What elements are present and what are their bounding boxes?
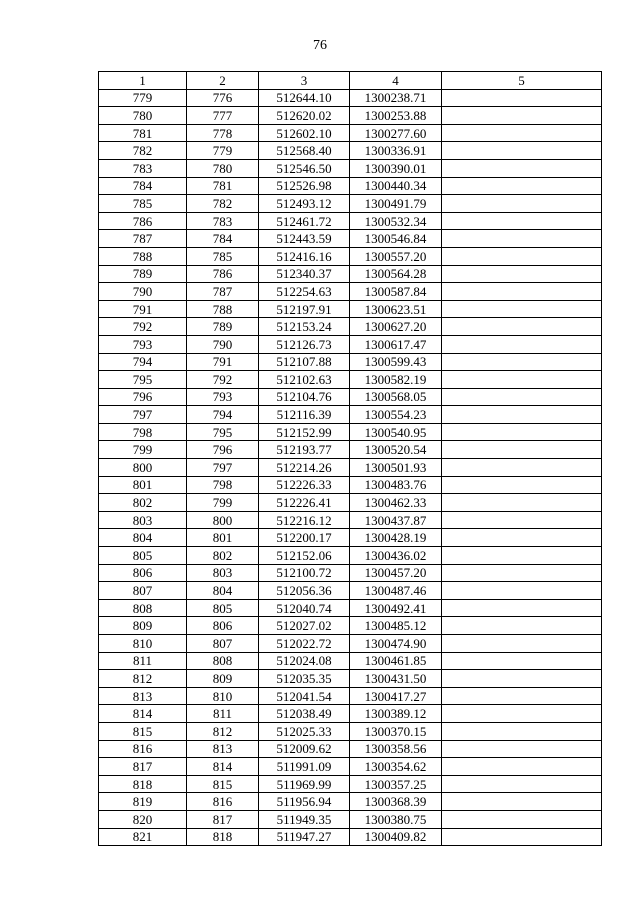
coordinates-table (98, 71, 602, 846)
ref-number-cell: 804 (187, 582, 259, 600)
x-coordinate-cell: 512226.41 (259, 494, 350, 512)
table-row (99, 335, 602, 353)
table-row (99, 476, 602, 494)
note-cell (442, 441, 602, 459)
note-cell (442, 423, 602, 441)
x-coordinate-cell: 512568.40 (259, 142, 350, 160)
ref-number-cell: 808 (187, 652, 259, 670)
ref-number-cell: 781 (187, 177, 259, 195)
table-row (99, 582, 602, 600)
point-number-cell: 815 (99, 722, 187, 740)
table-row (99, 318, 602, 336)
y-coordinate-cell: 1300457.20 (350, 564, 442, 582)
y-coordinate-cell: 1300540.95 (350, 423, 442, 441)
point-number-cell: 798 (99, 423, 187, 441)
x-coordinate-cell: 512197.91 (259, 300, 350, 318)
ref-number-cell: 801 (187, 529, 259, 547)
x-coordinate-cell: 512340.37 (259, 265, 350, 283)
point-number-cell: 784 (99, 177, 187, 195)
note-cell (442, 318, 602, 336)
ref-number-cell: 811 (187, 705, 259, 723)
x-coordinate-cell: 512193.77 (259, 441, 350, 459)
note-cell (442, 406, 602, 424)
note-cell (442, 353, 602, 371)
point-number-cell: 807 (99, 582, 187, 600)
note-cell (442, 599, 602, 617)
table-row (99, 283, 602, 301)
y-coordinate-cell: 1300582.19 (350, 371, 442, 389)
x-coordinate-cell: 512035.35 (259, 670, 350, 688)
table-row (99, 564, 602, 582)
y-coordinate-cell: 1300440.34 (350, 177, 442, 195)
y-coordinate-cell: 1300277.60 (350, 124, 442, 142)
y-coordinate-cell: 1300389.12 (350, 705, 442, 723)
table-row (99, 705, 602, 723)
x-coordinate-cell: 512526.98 (259, 177, 350, 195)
ref-number-cell: 797 (187, 459, 259, 477)
note-cell (442, 283, 602, 301)
y-coordinate-cell: 1300474.90 (350, 635, 442, 653)
ref-number-cell: 799 (187, 494, 259, 512)
ref-number-cell: 787 (187, 283, 259, 301)
note-cell (442, 775, 602, 793)
x-coordinate-cell: 512620.02 (259, 107, 350, 125)
point-number-cell: 819 (99, 793, 187, 811)
y-coordinate-cell: 1300358.56 (350, 740, 442, 758)
ref-number-cell: 796 (187, 441, 259, 459)
ref-number-cell: 809 (187, 670, 259, 688)
ref-number-cell: 776 (187, 89, 259, 107)
ref-number-cell: 780 (187, 159, 259, 177)
x-coordinate-cell: 512126.73 (259, 335, 350, 353)
ref-number-cell: 815 (187, 775, 259, 793)
point-number-cell: 783 (99, 159, 187, 177)
table-row (99, 406, 602, 424)
table-row (99, 159, 602, 177)
ref-number-cell: 793 (187, 388, 259, 406)
point-number-cell: 821 (99, 828, 187, 846)
table-row (99, 793, 602, 811)
table-row (99, 599, 602, 617)
table-row (99, 265, 602, 283)
point-number-cell: 788 (99, 247, 187, 265)
ref-number-cell: 789 (187, 318, 259, 336)
y-coordinate-cell: 1300370.15 (350, 722, 442, 740)
note-cell (442, 212, 602, 230)
ref-number-cell: 806 (187, 617, 259, 635)
x-coordinate-cell: 512254.63 (259, 283, 350, 301)
x-coordinate-cell: 512116.39 (259, 406, 350, 424)
table-row (99, 441, 602, 459)
point-number-cell: 814 (99, 705, 187, 723)
note-cell (442, 300, 602, 318)
ref-number-cell: 810 (187, 687, 259, 705)
ref-number-cell: 792 (187, 371, 259, 389)
header-col-4: 4 (350, 72, 442, 90)
note-cell (442, 89, 602, 107)
y-coordinate-cell: 1300557.20 (350, 247, 442, 265)
point-number-cell: 786 (99, 212, 187, 230)
y-coordinate-cell: 1300546.84 (350, 230, 442, 248)
note-cell (442, 793, 602, 811)
point-number-cell: 793 (99, 335, 187, 353)
x-coordinate-cell: 512040.74 (259, 599, 350, 617)
ref-number-cell: 818 (187, 828, 259, 846)
note-cell (442, 758, 602, 776)
table-row (99, 300, 602, 318)
table-row (99, 89, 602, 107)
ref-number-cell: 800 (187, 511, 259, 529)
note-cell (442, 810, 602, 828)
header-col-2: 2 (187, 72, 259, 90)
x-coordinate-cell: 511969.99 (259, 775, 350, 793)
x-coordinate-cell: 512152.99 (259, 423, 350, 441)
point-number-cell: 817 (99, 758, 187, 776)
table-row (99, 177, 602, 195)
note-cell (442, 670, 602, 688)
table-row (99, 687, 602, 705)
point-number-cell: 820 (99, 810, 187, 828)
x-coordinate-cell: 512602.10 (259, 124, 350, 142)
point-number-cell: 792 (99, 318, 187, 336)
x-coordinate-cell: 512443.59 (259, 230, 350, 248)
x-coordinate-cell: 511956.94 (259, 793, 350, 811)
header-col-5: 5 (442, 72, 602, 90)
point-number-cell: 794 (99, 353, 187, 371)
note-cell (442, 459, 602, 477)
note-cell (442, 564, 602, 582)
note-cell (442, 740, 602, 758)
y-coordinate-cell: 1300428.19 (350, 529, 442, 547)
y-coordinate-cell: 1300437.87 (350, 511, 442, 529)
point-number-cell: 790 (99, 283, 187, 301)
x-coordinate-cell: 511949.35 (259, 810, 350, 828)
ref-number-cell: 803 (187, 564, 259, 582)
y-coordinate-cell: 1300587.84 (350, 283, 442, 301)
point-number-cell: 808 (99, 599, 187, 617)
table-row (99, 810, 602, 828)
y-coordinate-cell: 1300564.28 (350, 265, 442, 283)
point-number-cell: 813 (99, 687, 187, 705)
y-coordinate-cell: 1300462.33 (350, 494, 442, 512)
x-coordinate-cell: 512216.12 (259, 511, 350, 529)
note-cell (442, 247, 602, 265)
x-coordinate-cell: 512027.02 (259, 617, 350, 635)
y-coordinate-cell: 1300532.34 (350, 212, 442, 230)
y-coordinate-cell: 1300336.91 (350, 142, 442, 160)
y-coordinate-cell: 1300409.82 (350, 828, 442, 846)
note-cell (442, 335, 602, 353)
point-number-cell: 796 (99, 388, 187, 406)
x-coordinate-cell: 512025.33 (259, 722, 350, 740)
x-coordinate-cell: 512214.26 (259, 459, 350, 477)
table-row (99, 635, 602, 653)
note-cell (442, 371, 602, 389)
x-coordinate-cell: 512056.36 (259, 582, 350, 600)
y-coordinate-cell: 1300485.12 (350, 617, 442, 635)
y-coordinate-cell: 1300238.71 (350, 89, 442, 107)
table-row (99, 423, 602, 441)
table-row (99, 775, 602, 793)
y-coordinate-cell: 1300623.51 (350, 300, 442, 318)
point-number-cell: 795 (99, 371, 187, 389)
x-coordinate-cell: 512416.16 (259, 247, 350, 265)
x-coordinate-cell: 512024.08 (259, 652, 350, 670)
table-row (99, 142, 602, 160)
x-coordinate-cell: 512104.76 (259, 388, 350, 406)
y-coordinate-cell: 1300492.41 (350, 599, 442, 617)
y-coordinate-cell: 1300390.01 (350, 159, 442, 177)
point-number-cell: 812 (99, 670, 187, 688)
note-cell (442, 687, 602, 705)
ref-number-cell: 812 (187, 722, 259, 740)
y-coordinate-cell: 1300487.46 (350, 582, 442, 600)
point-number-cell: 797 (99, 406, 187, 424)
note-cell (442, 476, 602, 494)
point-number-cell: 816 (99, 740, 187, 758)
ref-number-cell: 817 (187, 810, 259, 828)
ref-number-cell: 782 (187, 195, 259, 213)
point-number-cell: 802 (99, 494, 187, 512)
x-coordinate-cell: 512152.06 (259, 547, 350, 565)
note-cell (442, 107, 602, 125)
y-coordinate-cell: 1300627.20 (350, 318, 442, 336)
y-coordinate-cell: 1300501.93 (350, 459, 442, 477)
x-coordinate-cell: 511947.27 (259, 828, 350, 846)
table-row (99, 459, 602, 477)
table-row (99, 107, 602, 125)
point-number-cell: 806 (99, 564, 187, 582)
point-number-cell: 779 (99, 89, 187, 107)
ref-number-cell: 786 (187, 265, 259, 283)
header-col-1: 1 (99, 72, 187, 90)
point-number-cell: 809 (99, 617, 187, 635)
ref-number-cell: 777 (187, 107, 259, 125)
ref-number-cell: 805 (187, 599, 259, 617)
y-coordinate-cell: 1300354.62 (350, 758, 442, 776)
y-coordinate-cell: 1300253.88 (350, 107, 442, 125)
y-coordinate-cell: 1300483.76 (350, 476, 442, 494)
ref-number-cell: 816 (187, 793, 259, 811)
ref-number-cell: 788 (187, 300, 259, 318)
point-number-cell: 791 (99, 300, 187, 318)
point-number-cell: 801 (99, 476, 187, 494)
point-number-cell: 803 (99, 511, 187, 529)
note-cell (442, 195, 602, 213)
ref-number-cell: 778 (187, 124, 259, 142)
ref-number-cell: 785 (187, 247, 259, 265)
note-cell (442, 582, 602, 600)
y-coordinate-cell: 1300461.85 (350, 652, 442, 670)
table-row (99, 652, 602, 670)
note-cell (442, 547, 602, 565)
y-coordinate-cell: 1300380.75 (350, 810, 442, 828)
note-cell (442, 159, 602, 177)
table-row (99, 511, 602, 529)
x-coordinate-cell: 512107.88 (259, 353, 350, 371)
table-row (99, 247, 602, 265)
y-coordinate-cell: 1300599.43 (350, 353, 442, 371)
note-cell (442, 529, 602, 547)
table-row (99, 617, 602, 635)
note-cell (442, 652, 602, 670)
note-cell (442, 705, 602, 723)
x-coordinate-cell: 512022.72 (259, 635, 350, 653)
ref-number-cell: 807 (187, 635, 259, 653)
table-row (99, 195, 602, 213)
note-cell (442, 635, 602, 653)
y-coordinate-cell: 1300417.27 (350, 687, 442, 705)
y-coordinate-cell: 1300431.50 (350, 670, 442, 688)
table-row (99, 353, 602, 371)
table-body (99, 89, 602, 846)
x-coordinate-cell: 511991.09 (259, 758, 350, 776)
y-coordinate-cell: 1300520.54 (350, 441, 442, 459)
point-number-cell: 787 (99, 230, 187, 248)
table-row (99, 529, 602, 547)
point-number-cell: 800 (99, 459, 187, 477)
table-row (99, 212, 602, 230)
note-cell (442, 177, 602, 195)
y-coordinate-cell: 1300357.25 (350, 775, 442, 793)
table-row (99, 230, 602, 248)
note-cell (442, 617, 602, 635)
point-number-cell: 811 (99, 652, 187, 670)
table-row (99, 494, 602, 512)
x-coordinate-cell: 512546.50 (259, 159, 350, 177)
table-row (99, 670, 602, 688)
point-number-cell: 810 (99, 635, 187, 653)
header-col-3: 3 (259, 72, 350, 90)
x-coordinate-cell: 512200.17 (259, 529, 350, 547)
ref-number-cell: 795 (187, 423, 259, 441)
note-cell (442, 265, 602, 283)
x-coordinate-cell: 512226.33 (259, 476, 350, 494)
point-number-cell: 799 (99, 441, 187, 459)
x-coordinate-cell: 512461.72 (259, 212, 350, 230)
ref-number-cell: 814 (187, 758, 259, 776)
x-coordinate-cell: 512153.24 (259, 318, 350, 336)
note-cell (442, 142, 602, 160)
x-coordinate-cell: 512009.62 (259, 740, 350, 758)
ref-number-cell: 794 (187, 406, 259, 424)
y-coordinate-cell: 1300491.79 (350, 195, 442, 213)
y-coordinate-cell: 1300436.02 (350, 547, 442, 565)
page-number: 76 (313, 38, 327, 53)
table-row (99, 828, 602, 846)
point-number-cell: 789 (99, 265, 187, 283)
ref-number-cell: 791 (187, 353, 259, 371)
note-cell (442, 494, 602, 512)
x-coordinate-cell: 512041.54 (259, 687, 350, 705)
ref-number-cell: 798 (187, 476, 259, 494)
note-cell (442, 124, 602, 142)
ref-number-cell: 790 (187, 335, 259, 353)
point-number-cell: 782 (99, 142, 187, 160)
note-cell (442, 388, 602, 406)
y-coordinate-cell: 1300368.39 (350, 793, 442, 811)
table-header-row (99, 72, 602, 90)
y-coordinate-cell: 1300617.47 (350, 335, 442, 353)
ref-number-cell: 783 (187, 212, 259, 230)
point-number-cell: 818 (99, 775, 187, 793)
note-cell (442, 828, 602, 846)
x-coordinate-cell: 512644.10 (259, 89, 350, 107)
ref-number-cell: 813 (187, 740, 259, 758)
table-row (99, 758, 602, 776)
table-row (99, 740, 602, 758)
table-row (99, 124, 602, 142)
ref-number-cell: 784 (187, 230, 259, 248)
point-number-cell: 781 (99, 124, 187, 142)
point-number-cell: 804 (99, 529, 187, 547)
x-coordinate-cell: 512038.49 (259, 705, 350, 723)
note-cell (442, 722, 602, 740)
y-coordinate-cell: 1300568.05 (350, 388, 442, 406)
x-coordinate-cell: 512100.72 (259, 564, 350, 582)
point-number-cell: 785 (99, 195, 187, 213)
ref-number-cell: 802 (187, 547, 259, 565)
note-cell (442, 511, 602, 529)
x-coordinate-cell: 512102.63 (259, 371, 350, 389)
table-row (99, 371, 602, 389)
point-number-cell: 805 (99, 547, 187, 565)
table-row (99, 388, 602, 406)
point-number-cell: 780 (99, 107, 187, 125)
table-row (99, 547, 602, 565)
table-row (99, 722, 602, 740)
y-coordinate-cell: 1300554.23 (350, 406, 442, 424)
note-cell (442, 230, 602, 248)
ref-number-cell: 779 (187, 142, 259, 160)
x-coordinate-cell: 512493.12 (259, 195, 350, 213)
